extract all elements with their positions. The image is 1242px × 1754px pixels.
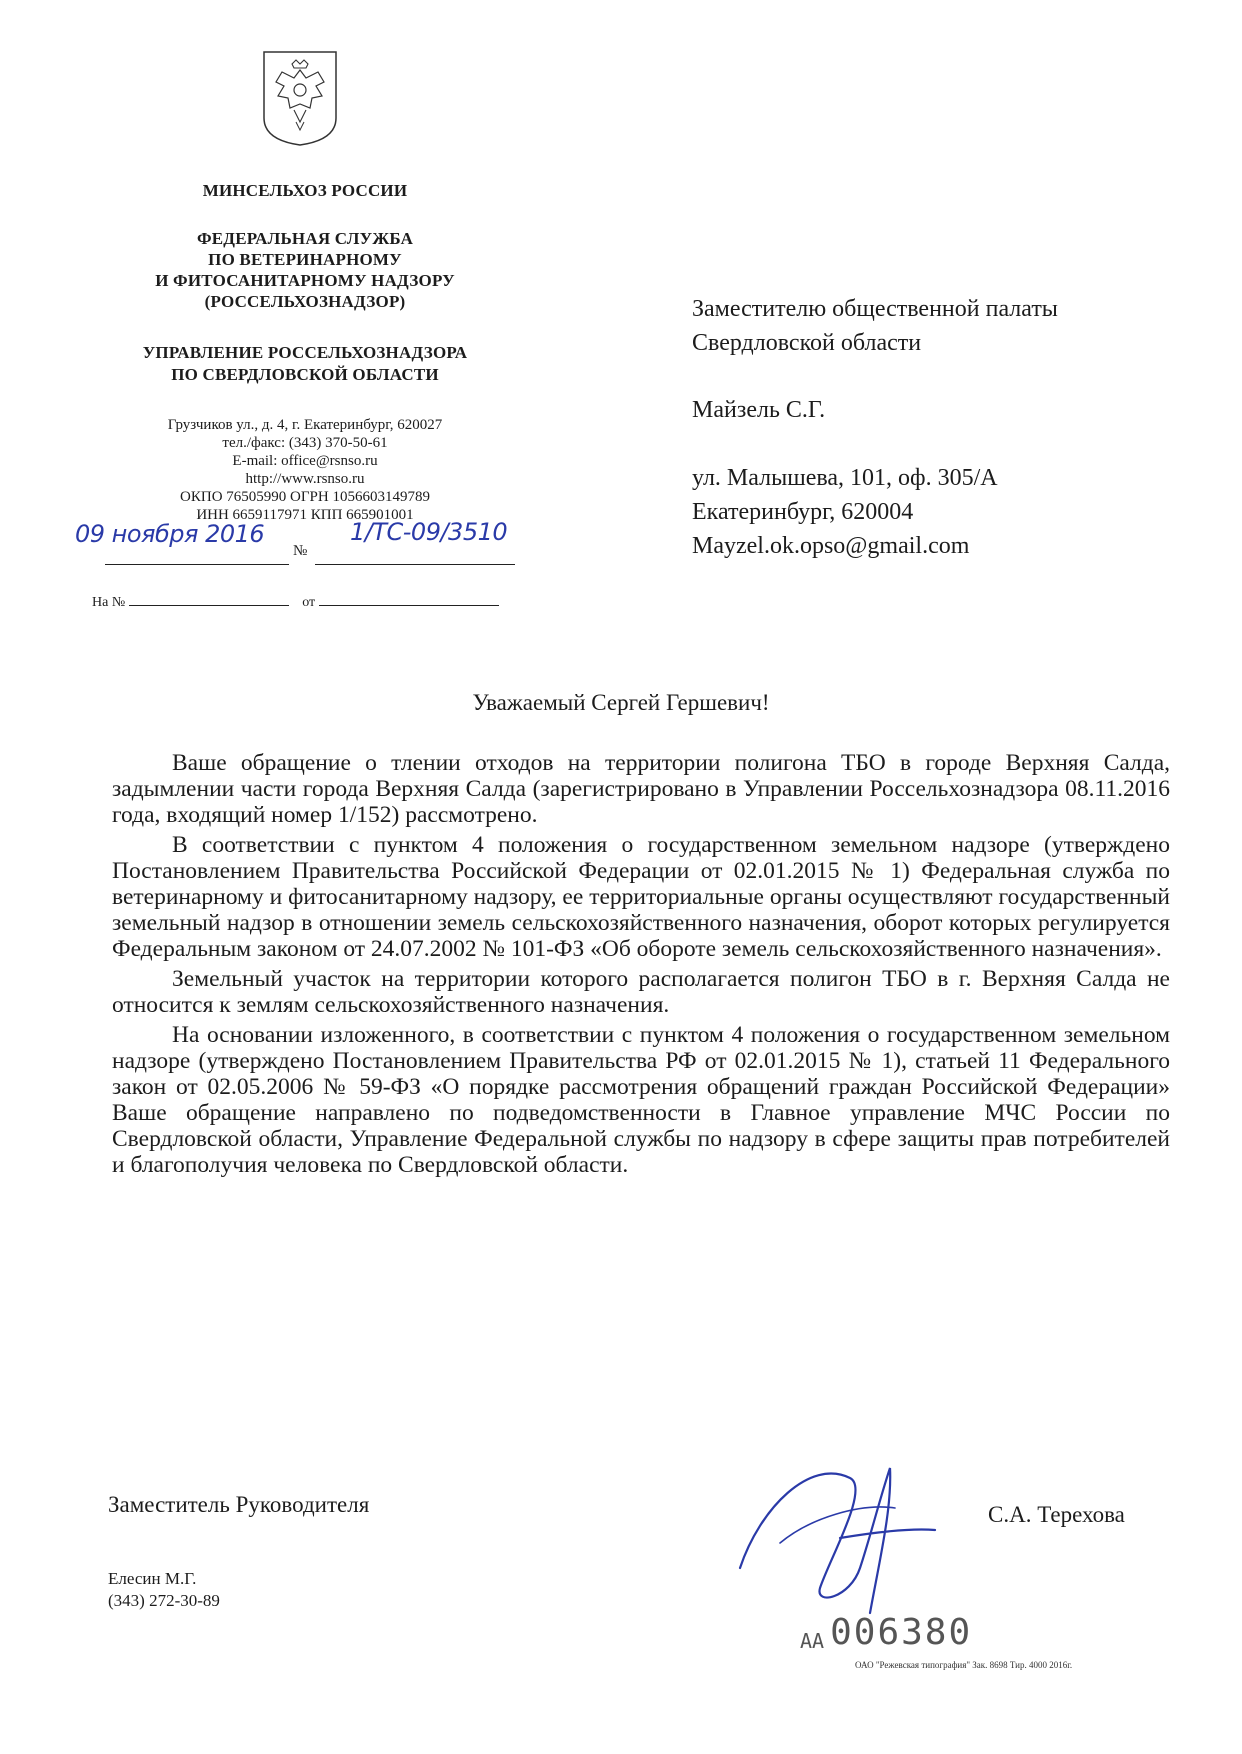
reference-number-field bbox=[129, 591, 289, 606]
office-codes-2: ИНН 6659117971 КПП 665901001 bbox=[196, 507, 414, 523]
printer-note: ОАО "Режевская типография" Зак. 8698 Тир. 4000 2016г. bbox=[855, 1660, 1073, 1670]
body-paragraph: Ваше обращение о тлении отходов на территории полигона ТБО в городе Верхняя Салда, задымлении части города Верхняя Салда (зарегистрировано в Управлении Россельхознадзора 08.11.2016 года, входящий номер 1/152) рассмотрено. bbox=[112, 750, 1170, 828]
office-website: http://www.rsnso.ru bbox=[245, 471, 365, 487]
registration-number: 1/ТС-09/3510 bbox=[350, 518, 508, 546]
coat-of-arms-icon bbox=[260, 48, 340, 148]
executor-name: Елесин М.Г. bbox=[108, 1569, 197, 1588]
office-email: E-mail: office@rsnso.ru bbox=[232, 453, 378, 469]
reference-from-label: от bbox=[302, 595, 316, 610]
registration-number-label: № bbox=[293, 543, 308, 559]
signatory-position: Заместитель Руководителя bbox=[108, 1492, 370, 1517]
addressee-street: ул. Малышева, 101, оф. 305/А bbox=[692, 465, 998, 491]
reference-number-label: На № bbox=[92, 595, 126, 610]
signatory-name: С.А. Терехова bbox=[988, 1502, 1125, 1527]
service-name-line1: ФЕДЕРАЛЬНАЯ СЛУЖБА bbox=[196, 229, 414, 248]
addressee-city: Екатеринбург, 620004 bbox=[692, 499, 914, 525]
body-paragraph: На основании изложенного, в соответствии с пунктом 4 положения о государственном земельном надзоре (утверждено Постановлением Правительства РФ от 02.01.2015 № 1), статьей 11 Федерального закон от 02.05.2006 № 59-ФЗ «О порядке рассмотрения обращений граждан Российской Федерации» Ваше обращение направлено по подведомственности в Главное управление МЧС России по Свердловской области, Управление Федеральной службы по надзору в сфере защиты прав потребителей и благополучия человека по Свердловской области. bbox=[112, 1022, 1170, 1178]
handwritten-signature bbox=[720, 1448, 960, 1628]
form-serial bbox=[800, 1612, 972, 1653]
date-underline bbox=[105, 550, 289, 565]
ministry-name: МИНСЕЛЬХОЗ РОССИИ bbox=[202, 181, 408, 200]
registration-date: 09 ноября 2016 bbox=[75, 520, 265, 548]
body-paragraph: Земельный участок на территории которого располагается полигон ТБО в г. Верхняя Салда не относится к землям сельскохозяйственного назначения. bbox=[112, 966, 1170, 1018]
addressee-line2: Свердловской области bbox=[692, 330, 922, 356]
office-name-line1: УПРАВЛЕНИЕ РОССЕЛЬХОЗНАДЗОРА bbox=[142, 343, 468, 362]
reference-line bbox=[92, 591, 499, 611]
service-name-line4: (РОССЕЛЬХОЗНАДЗОР) bbox=[204, 292, 406, 311]
registration-line bbox=[75, 500, 515, 559]
service-name-line2: ПО ВЕТЕРИНАРНОМУ bbox=[208, 250, 402, 269]
salutation: Уважаемый Сергей Гершевич! bbox=[472, 690, 770, 715]
office-name-line2: ПО СВЕРДЛОВСКОЙ ОБЛАСТИ bbox=[171, 365, 439, 384]
letter-body bbox=[112, 750, 1170, 1182]
reference-date-field bbox=[319, 591, 499, 606]
addressee-email: Mayzel.ok.opso@gmail.com bbox=[692, 533, 970, 559]
executor-info bbox=[108, 1568, 220, 1612]
serial-prefix: АА bbox=[800, 1629, 825, 1653]
addressee-line1: Заместителю общественной палаты bbox=[692, 296, 1058, 322]
service-name-line3: И ФИТОСАНИТАРНОМУ НАДЗОРУ bbox=[155, 271, 455, 290]
office-address: Грузчиков ул., д. 4, г. Екатеринбург, 620027 bbox=[167, 417, 443, 433]
office-codes-1: ОКПО 76505990 ОГРН 1056603149789 bbox=[180, 489, 430, 505]
body-paragraph: В соответствии с пунктом 4 положения о государственном земельном надзоре (утверждено Постановлением Правительства Российской Федерации от 02.01.2015 № 1) Федеральная служба по ветеринарному и фитосанитарному надзору, ее территориальные органы осуществляют государственный земельный надзор в отношении земель сельскохозяйственного назначения, оборот которых регулируется Федеральным законом от 24.07.2002 № 101-ФЗ «Об обороте земель сельскохозяйственного назначения». bbox=[112, 832, 1170, 962]
office-phone: тел./факс: (343) 370-50-61 bbox=[222, 435, 388, 451]
number-underline bbox=[315, 550, 515, 565]
addressee-name: Майзель С.Г. bbox=[692, 397, 826, 423]
executor-phone: (343) 272-30-89 bbox=[108, 1591, 220, 1610]
serial-number: 006380 bbox=[830, 1612, 973, 1653]
